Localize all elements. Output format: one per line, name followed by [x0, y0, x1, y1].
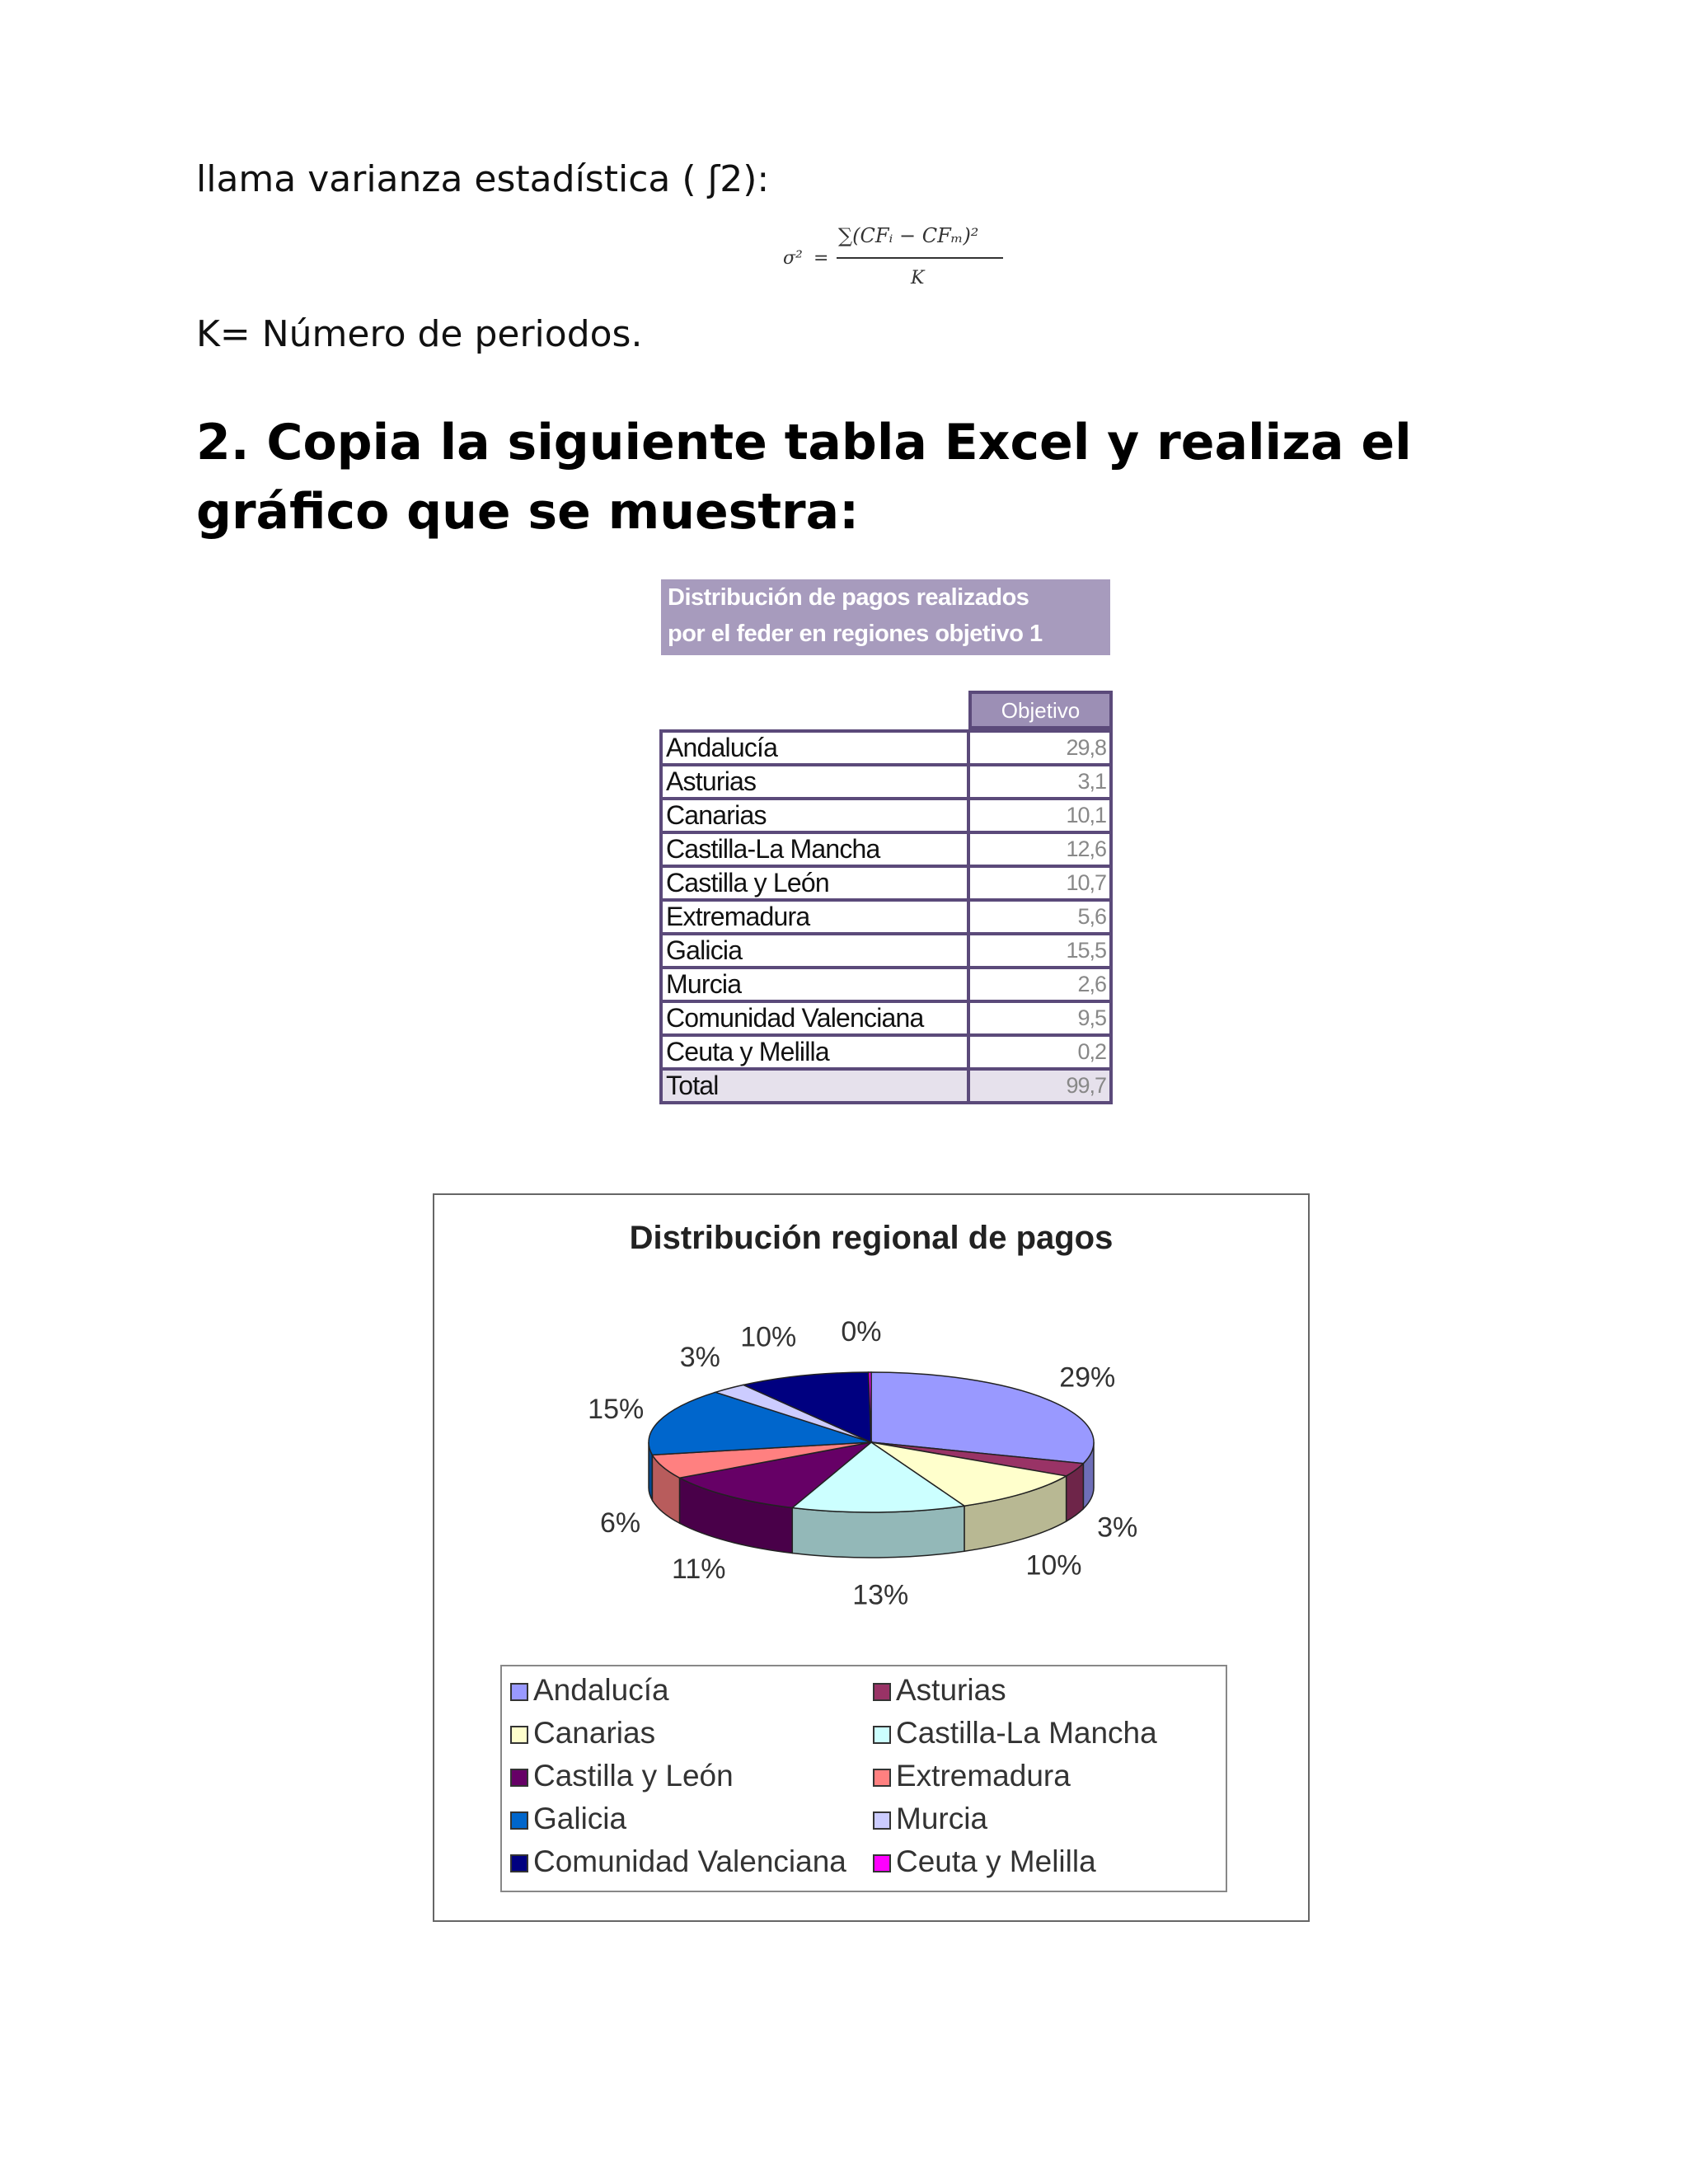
legend-label: Extremadura — [896, 1759, 1071, 1793]
region-cell: Ceuta y Melilla — [661, 1035, 968, 1069]
legend-item — [510, 1802, 626, 1836]
legend-swatch — [510, 1683, 528, 1701]
value-cell: 5,6 — [968, 900, 1111, 934]
legend-swatch — [873, 1769, 891, 1787]
pie-data-label: 11% — [671, 1553, 726, 1585]
pie-data-label: 10% — [1025, 1549, 1082, 1582]
variance-formula — [779, 216, 1010, 298]
chart-legend — [500, 1665, 1227, 1892]
region-cell: Castilla-La Mancha — [661, 832, 968, 866]
value-cell: 0,2 — [968, 1035, 1111, 1069]
legend-label: Andalucía — [533, 1673, 669, 1707]
pie-chart — [434, 1195, 1308, 1657]
payments-table — [659, 729, 1113, 1104]
variance-intro-text: llama varianza estadística ( ʃ2): — [196, 158, 770, 200]
legend-label: Murcia — [896, 1802, 988, 1835]
table-row — [661, 731, 1111, 765]
region-cell: Canarias — [661, 799, 968, 832]
pie-data-label: 29% — [1059, 1361, 1116, 1394]
region-cell: Galicia — [661, 934, 968, 968]
legend-item — [510, 1673, 669, 1708]
total-value-cell: 99,7 — [968, 1069, 1111, 1103]
legend-swatch — [510, 1769, 528, 1787]
legend-label: Galicia — [533, 1802, 627, 1835]
table-row — [661, 799, 1111, 832]
formula-denominator: K — [911, 268, 925, 288]
table-row — [661, 968, 1111, 1001]
table-row — [661, 900, 1111, 934]
value-cell: 12,6 — [968, 832, 1111, 866]
value-cell: 10,1 — [968, 799, 1111, 832]
legend-swatch — [873, 1811, 891, 1830]
region-cell: Extremadura — [661, 900, 968, 934]
table-row — [661, 1001, 1111, 1035]
formula-numerator: ∑(CFᵢ − CFₘ)² — [838, 224, 979, 247]
legend-label: Ceuta y Melilla — [896, 1844, 1096, 1878]
value-cell: 9,5 — [968, 1001, 1111, 1035]
pie-data-label: 0% — [841, 1316, 882, 1348]
legend-label: Comunidad Valenciana — [533, 1844, 846, 1878]
legend-item — [873, 1716, 1157, 1750]
region-cell: Castilla y León — [661, 866, 968, 900]
table-title-line1: Distribución de pagos realizados — [668, 584, 1029, 611]
legend-swatch — [873, 1854, 891, 1872]
pie-chart-panel — [433, 1193, 1310, 1922]
formula-lhs: σ² — [783, 248, 803, 269]
legend-swatch — [873, 1683, 891, 1701]
table-row — [661, 765, 1111, 799]
value-cell: 29,8 — [968, 731, 1111, 765]
table-row — [661, 1035, 1111, 1069]
legend-item — [510, 1759, 734, 1793]
legend-item — [873, 1802, 987, 1836]
table-row — [661, 866, 1111, 900]
table-row — [661, 934, 1111, 968]
legend-swatch — [873, 1726, 891, 1744]
legend-item — [873, 1759, 1071, 1793]
pie-data-label: 3% — [679, 1342, 720, 1374]
region-cell: Murcia — [661, 968, 968, 1001]
pie-data-label: 6% — [599, 1507, 641, 1539]
region-cell: Andalucía — [661, 731, 968, 765]
pie-slice-side — [792, 1506, 964, 1558]
table-total-row — [661, 1069, 1111, 1103]
value-cell: 2,6 — [968, 968, 1111, 1001]
legend-swatch — [510, 1811, 528, 1830]
legend-item — [510, 1844, 846, 1879]
legend-swatch — [510, 1854, 528, 1872]
k-definition-text: K= Número de periodos. — [196, 313, 643, 355]
pie-data-label: 15% — [588, 1394, 645, 1426]
legend-item — [873, 1844, 1096, 1879]
legend-label: Asturias — [896, 1673, 1006, 1707]
legend-label: Canarias — [533, 1716, 656, 1750]
value-cell: 3,1 — [968, 765, 1111, 799]
region-cell: Comunidad Valenciana — [661, 1001, 968, 1035]
legend-label: Castilla y León — [533, 1759, 734, 1793]
formula-equals: = — [814, 248, 829, 269]
total-label-cell: Total — [661, 1069, 968, 1103]
legend-label: Castilla-La Mancha — [896, 1716, 1157, 1750]
pie-data-label: 10% — [740, 1321, 797, 1353]
table-title-line2: por el feder en regiones objetivo 1 — [668, 621, 1043, 647]
value-cell: 10,7 — [968, 866, 1111, 900]
value-cell: 15,5 — [968, 934, 1111, 968]
legend-item — [873, 1673, 1006, 1708]
legend-swatch — [510, 1726, 528, 1744]
table-column-header: Objetivo — [968, 691, 1113, 729]
table-row — [661, 832, 1111, 866]
table-title — [661, 579, 1110, 655]
pie-data-label: 3% — [1097, 1511, 1138, 1544]
region-cell: Asturias — [661, 765, 968, 799]
pie-data-label: 13% — [852, 1579, 909, 1611]
exercise-heading: 2. Copia la siguiente tabla Excel y realiza el gráfico que se muestra: — [196, 414, 1412, 541]
chart-title: Distribución regional de pagos — [629, 1220, 1114, 1256]
legend-item — [510, 1716, 655, 1750]
